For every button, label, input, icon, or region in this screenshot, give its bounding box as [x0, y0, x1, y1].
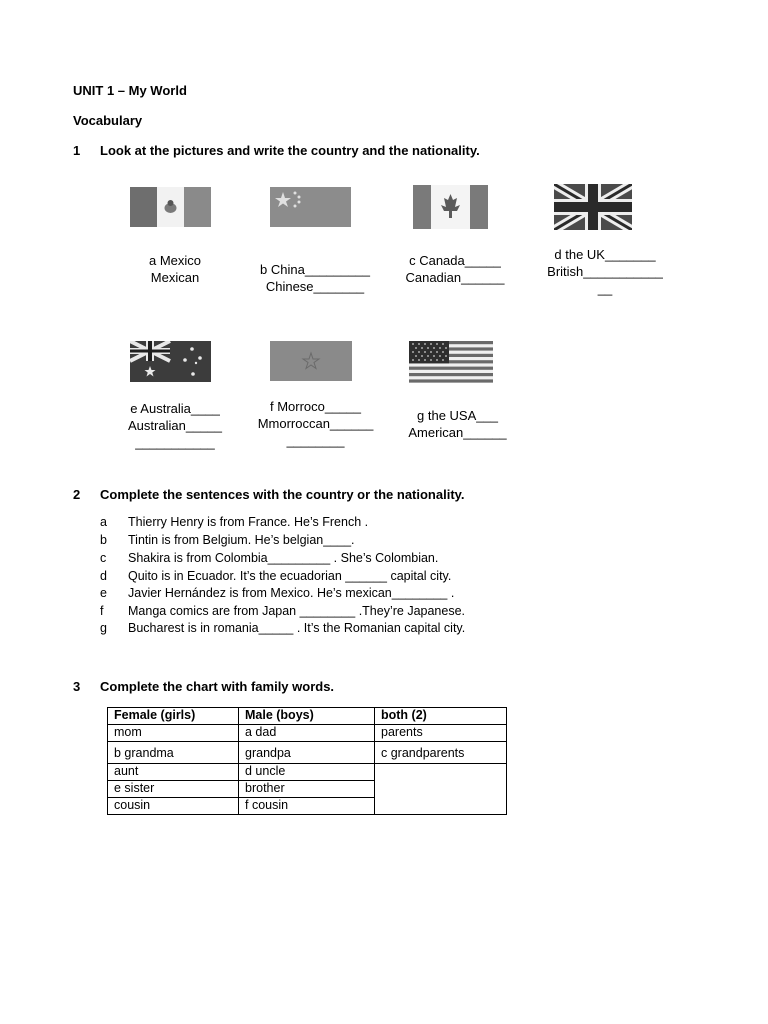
australia-flag-icon: [130, 341, 211, 382]
usa-flag-icon: [409, 341, 493, 383]
column-header: Male (boys): [239, 708, 375, 725]
item-letter: b: [100, 533, 107, 547]
family-words-table: [107, 707, 507, 815]
item-text: Bucharest is in romania_____ . It’s the Romanian capital city.: [128, 621, 466, 635]
table-cell: parents: [375, 725, 507, 742]
flag-caption-morocco: f Morroco_____ Mmorroccan______ ________: [257, 399, 374, 448]
morocco-flag-icon: [270, 341, 352, 381]
table-cell: cousin: [108, 798, 239, 815]
china-flag-icon: [270, 187, 351, 227]
table-cell: a dad: [239, 725, 375, 742]
column-header: both (2): [375, 708, 507, 725]
item-text: Tintin is from Belgium. He’s belgian____.: [128, 533, 355, 547]
item-text: Quito is in Ecuador. It’s the ecuadorian ______ capital city.: [128, 569, 452, 583]
item-letter: c: [100, 551, 107, 565]
exercise-2-number: 2: [73, 487, 81, 502]
table-cell: c grandparents: [375, 742, 507, 764]
item-letter: d: [100, 569, 107, 583]
table-cell: e sister: [108, 781, 239, 798]
mexico-flag-icon: [130, 187, 211, 227]
table-row: [108, 725, 507, 742]
flag-caption-canada: c Canada_____ Canadian______: [405, 253, 505, 285]
exercise-3-number: 3: [73, 679, 81, 694]
flag-caption-uk: d the UK_______ British___________ __: [547, 247, 663, 296]
table-cell: brother: [239, 781, 375, 798]
unit-title: UNIT 1 – My World: [73, 83, 187, 98]
column-header: Female (girls): [108, 708, 239, 725]
flag-caption-china: b China_________ Chinese_______: [260, 262, 370, 294]
exercise-2-instruction: Complete the sentences with the country or the nationality.: [100, 487, 465, 502]
section-title: Vocabulary: [73, 113, 143, 128]
flag-caption-australia: e Australia____ Australian_____ ___________: [128, 401, 222, 450]
item-text: Shakira is from Colombia_________ . She’s Colombian.: [128, 551, 439, 565]
table-header-row: [108, 708, 507, 725]
item-text: Javier Hernández is from Mexico. He’s mexican________ .: [128, 586, 455, 600]
item-text: Manga comics are from Japan ________ .They’re Japanese.: [128, 604, 465, 618]
item-letter: a: [100, 515, 107, 529]
item-letter: g: [100, 621, 107, 635]
uk-flag-icon: [554, 184, 632, 230]
table-cell: grandpa: [239, 742, 375, 764]
table-cell: aunt: [108, 764, 239, 781]
flag-caption-usa: g the USA___ American______: [408, 408, 507, 440]
table-cell: mom: [108, 725, 239, 742]
table-cell-empty: [375, 764, 507, 815]
item-text: Thierry Henry is from France. He’s French .: [128, 515, 369, 529]
exercise-3-instruction: Complete the chart with family words.: [100, 679, 335, 694]
table-cell: f cousin: [239, 798, 375, 815]
item-letter: f: [100, 604, 104, 618]
table-row: [108, 764, 507, 781]
exercise-1-number: 1: [73, 143, 81, 158]
exercise-1-instruction: Look at the pictures and write the country and the nationality.: [100, 143, 480, 158]
table-cell: b grandma: [108, 742, 239, 764]
table-cell: d uncle: [239, 764, 375, 781]
table-row: [108, 742, 507, 764]
canada-flag-icon: [413, 185, 488, 229]
flag-caption-mexico: a Mexico Mexican: [148, 253, 202, 285]
item-letter: e: [100, 586, 107, 600]
